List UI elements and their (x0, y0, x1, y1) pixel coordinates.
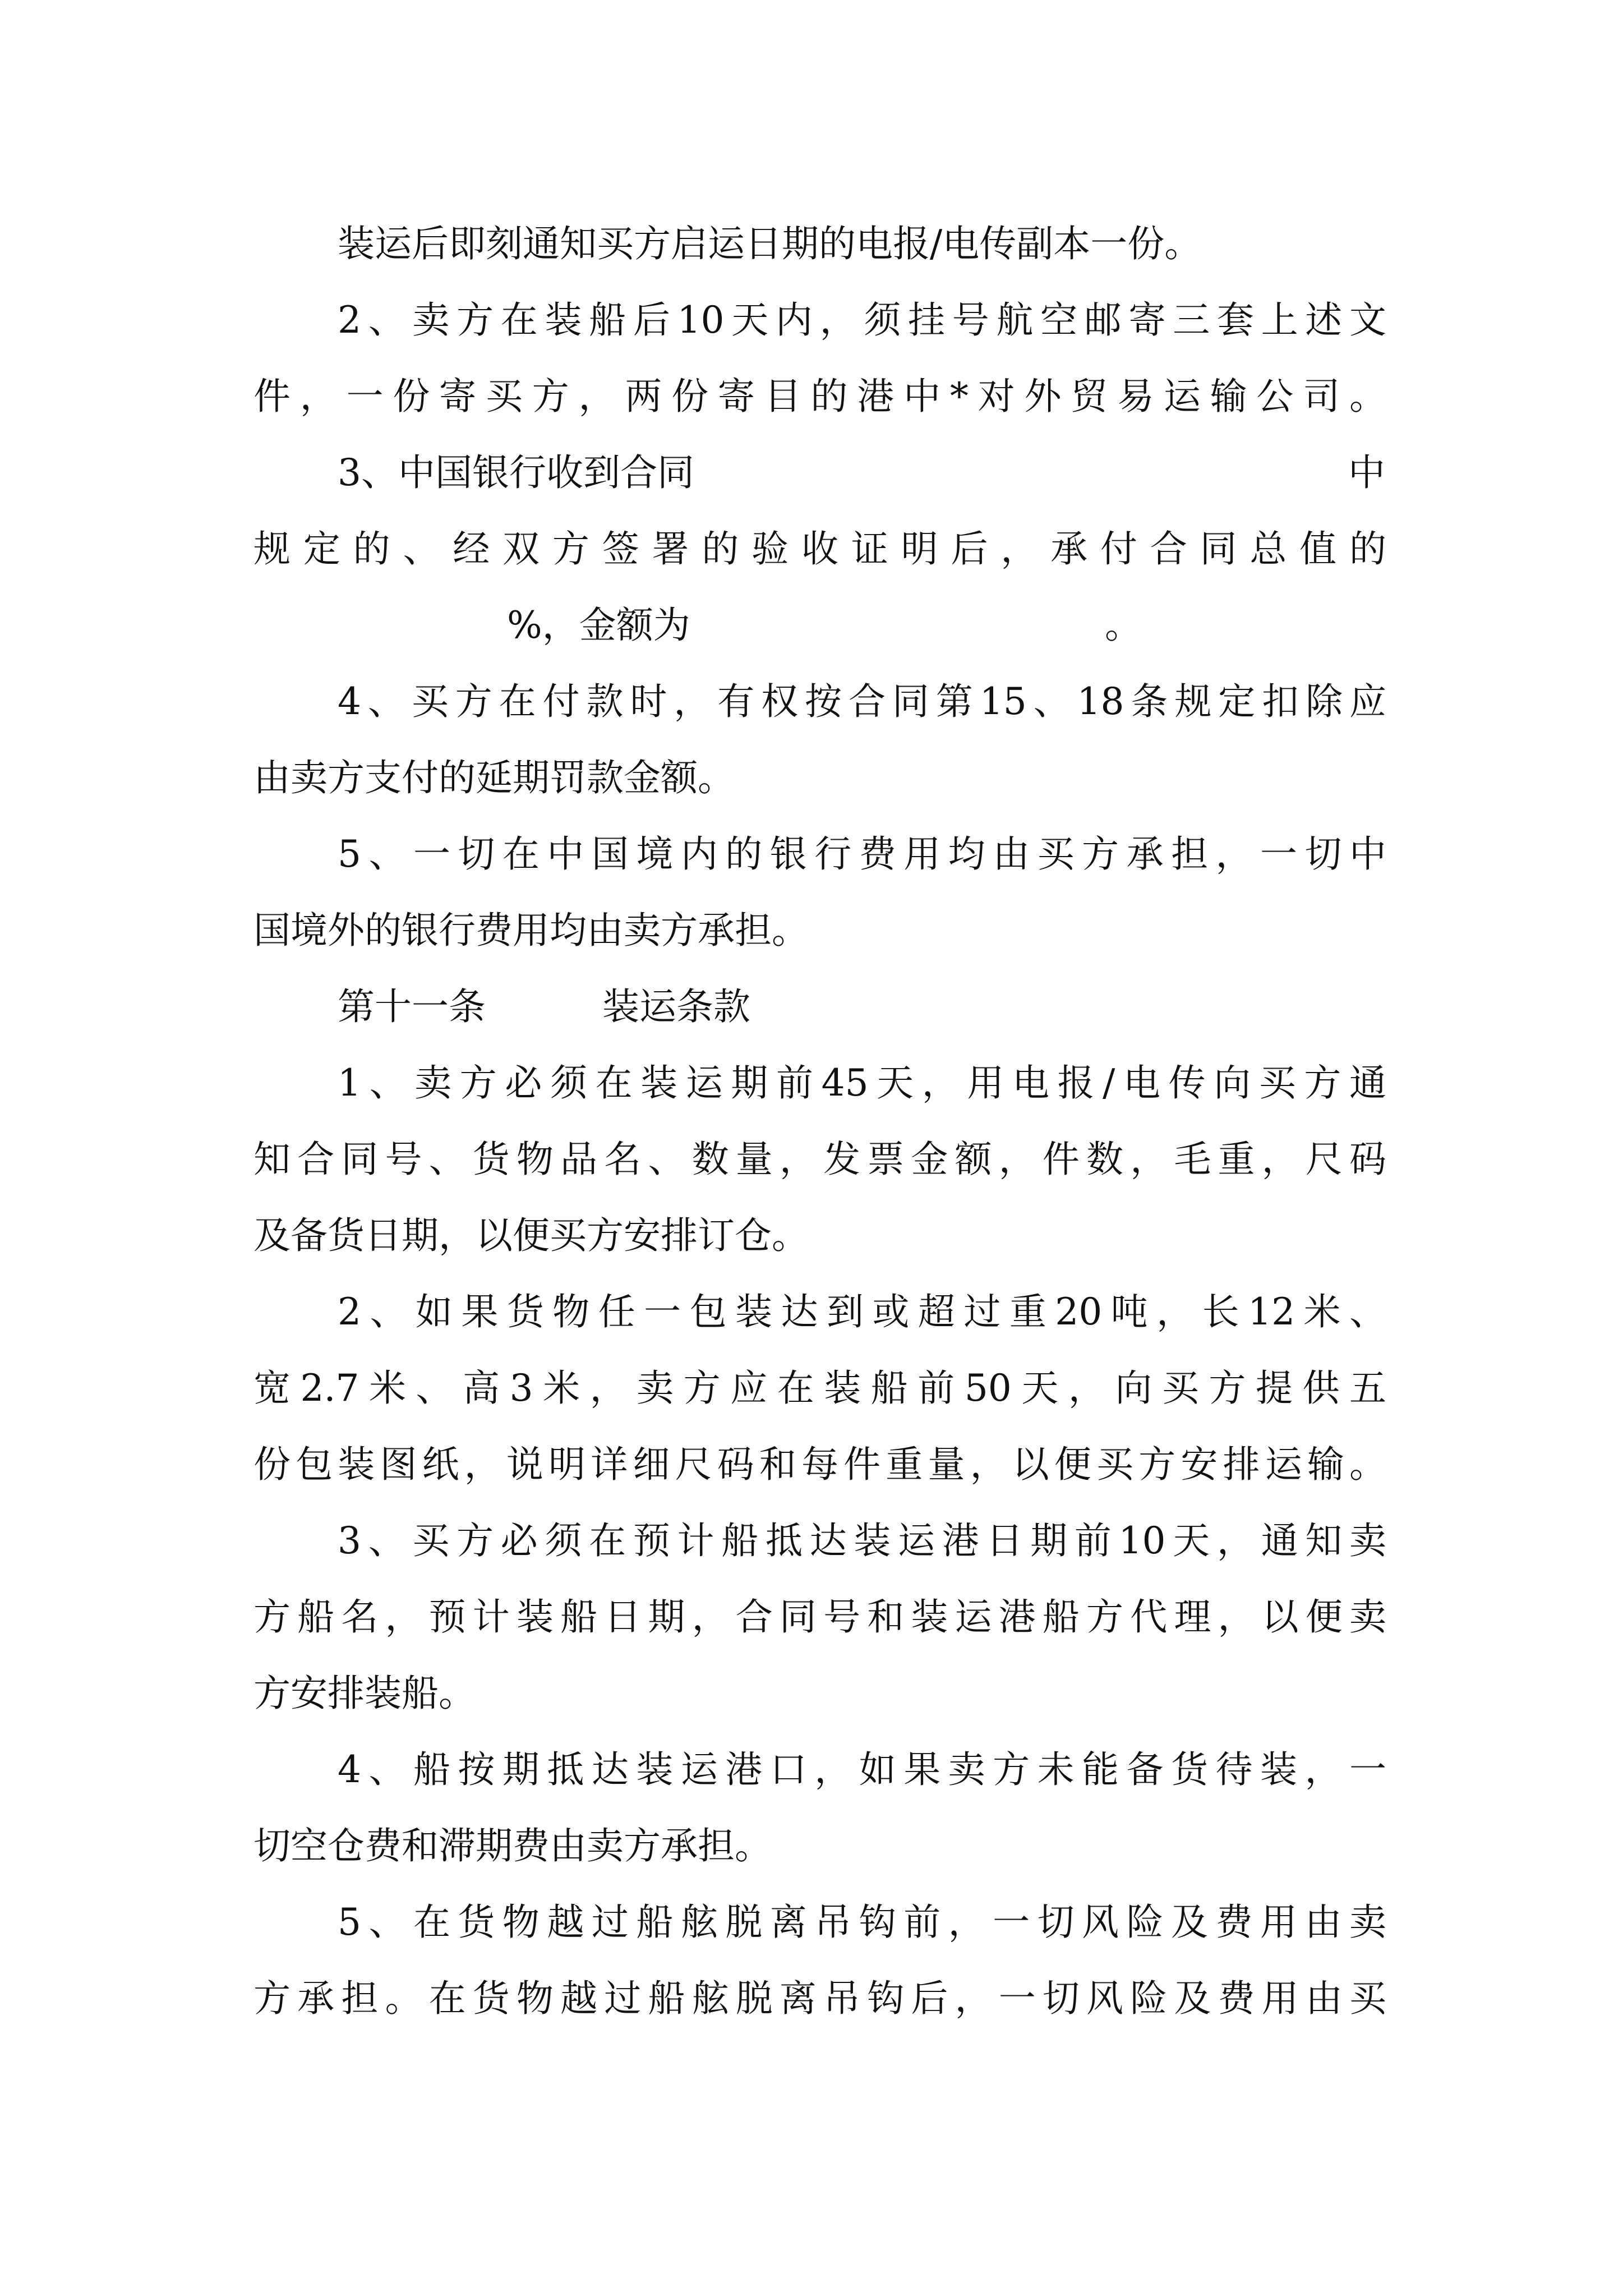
text-line: 2、卖方在装船后10天内，须挂号航空邮寄三套上述文 (338, 298, 1386, 342)
text-line: 方安排装船。 (253, 1672, 476, 1715)
text-line: 宽2.7米、高3米，卖方应在装船前50天，向买方提供五 (253, 1366, 1386, 1410)
text-segment: 中 (1348, 451, 1385, 494)
section-heading (338, 984, 1386, 1029)
text-line: 2、如果货物任一包装达到或超过重20吨，长12米、 (338, 1290, 1386, 1333)
text-line: 装运后即刻通知买方启运日期的电报/电传副本一份。 (338, 222, 1202, 265)
section-title: 装运条款 (602, 985, 750, 1028)
text-segment: 。 (1105, 604, 1142, 647)
text-line: 方承担。在货物越过船舷脱离吊钩后，一切风险及费用由买 (253, 1977, 1386, 2020)
text-line: 5、一切在中国境内的银行费用均由买方承担，一切中 (338, 832, 1386, 876)
text-line: 及备货日期，以便买方安排订仓。 (253, 1214, 809, 1257)
text-line: 1、卖方必须在装运期前45天，用电报/电传向买方通 (338, 1061, 1386, 1105)
text-line: 5、在货物越过船舷脱离吊钩前，一切风险及费用由卖 (338, 1901, 1386, 1944)
text-line: 4、船按期抵达装运港口，如果卖方未能备货待装，一 (338, 1748, 1386, 1791)
text-line: 由卖方支付的延期罚款金额。 (253, 756, 735, 799)
text-line: 规定的、经双方签署的验收证明后，承付合同总值的 (253, 527, 1386, 570)
text-line: 切空仓费和滞期费由卖方承担。 (253, 1824, 772, 1867)
text-line: 4、买方在付款时，有权按合同第15、18条规定扣除应 (338, 680, 1386, 723)
text-line: 国境外的银行费用均由卖方承担。 (253, 909, 809, 952)
section-number: 第十一条 (338, 985, 486, 1028)
text-line: 份包装图纸，说明详细尺码和每件重量，以便买方安排运输。 (253, 1443, 1386, 1486)
text-line: 件，一份寄买方，两份寄目的港中*对外贸易运输公司。 (253, 375, 1386, 418)
text-segment: %，金额为 (507, 604, 690, 647)
text-line: 知合同号、货物品名、数量，发票金额，件数，毛重，尺码 (253, 1138, 1386, 1181)
text-segment: 3、中国银行收到合同 (338, 451, 694, 494)
text-line (338, 450, 1386, 495)
text-line: 3、买方必须在预计船抵达装运港日期前10天，通知卖 (338, 1519, 1386, 1562)
text-line: 方船名，预计装船日期，合同号和装运港船方代理，以便卖 (253, 1595, 1386, 1639)
text-line (253, 603, 1386, 648)
